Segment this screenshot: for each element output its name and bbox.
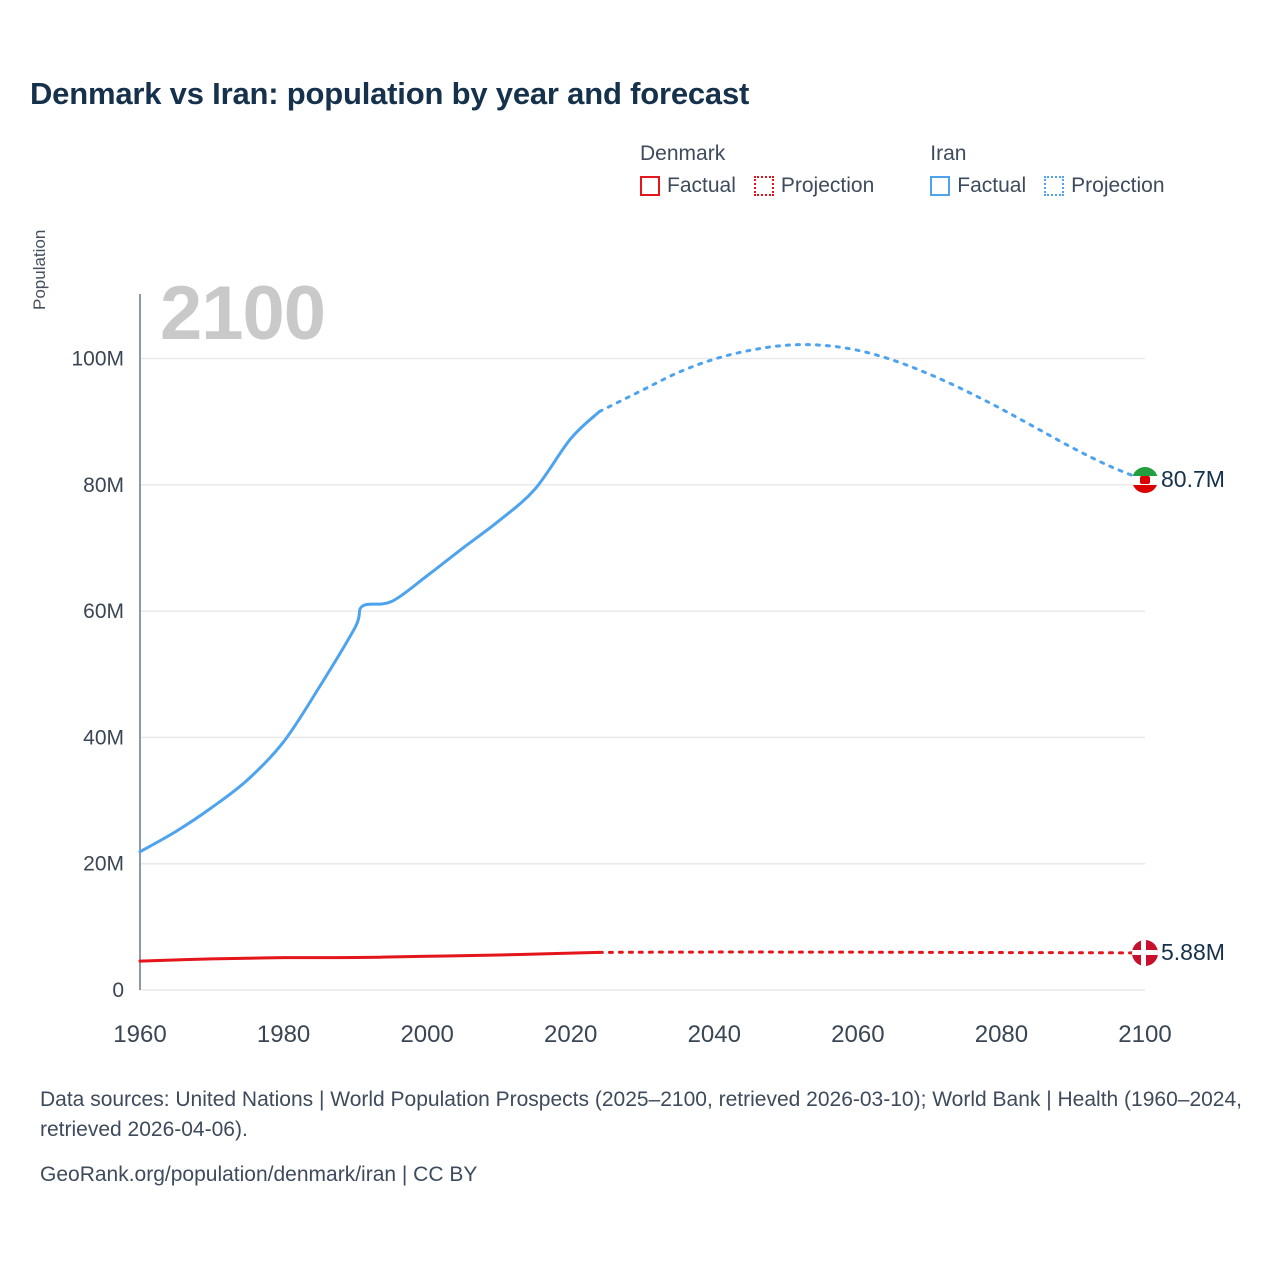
end-marker-flag-iran-icon [1132,467,1158,493]
legend-label: Factual [957,174,1027,197]
chart-svg [0,250,1280,1060]
legend-label: Factual [667,174,736,197]
plot-area [0,250,1280,1060]
legend-item-iran-factual[interactable] [930,174,1026,198]
series-line-factual-denmark [140,952,599,961]
series-line-factual-iran [140,412,599,852]
legend-label: Projection [1071,174,1165,197]
x-tick-label: 2020 [544,1021,598,1048]
legend-item-denmark-projection[interactable] [754,174,874,198]
x-tick-label: 2100 [1118,1021,1172,1048]
legend-group-denmark [640,142,874,198]
y-tick-label: 40M [83,726,124,750]
x-tick-label: 2080 [974,1021,1029,1048]
page-title: Denmark vs Iran: population by year and forecast [30,76,750,111]
data-sources-text: Data sources: United Nations | World Population Prospects (2025–2100, retrieved 2026-03-10); World Bank | Health (1960–2024, retrieved 2026-04-06). [40,1088,1242,1142]
legend-group-iran [930,142,1164,198]
legend-swatch-solid-icon [930,176,950,196]
legend-swatch-dotted-icon [1044,176,1064,196]
series-line-projection-iran [599,345,1145,481]
end-value-label-iran: 80.7M [1161,466,1225,493]
footer [40,1085,1250,1190]
y-axis-label: Population [30,229,49,310]
y-tick-label: 20M [83,852,124,876]
end-value-label-denmark: 5.88M [1161,938,1225,965]
end-marker-flag-denmark-icon [1132,940,1158,966]
watermark-year: 2100 [160,271,326,356]
legend-label: Projection [780,174,875,197]
chart-legend [640,142,1165,198]
x-tick-label: 1960 [113,1021,167,1048]
legend-group-title-iran: Iran [930,142,967,165]
legend-swatch-solid-icon [640,176,660,196]
x-tick-label: 2000 [400,1021,454,1048]
legend-item-iran-projection[interactable] [1044,174,1164,198]
y-tick-label: 60M [83,600,124,624]
attribution-text: GeoRank.org/population/denmark/iran | CC BY [40,1162,478,1186]
legend-swatch-dotted-icon [754,176,774,196]
y-tick-label: 0 [112,979,124,1002]
legend-item-denmark-factual[interactable] [640,174,736,198]
x-tick-label: 2040 [687,1021,741,1048]
y-tick-label: 80M [83,473,124,497]
x-tick-label: 1980 [256,1021,311,1048]
series-line-projection-denmark [599,952,1145,953]
y-tick-label: 100M [71,347,124,371]
legend-group-title-denmark: Denmark [640,142,726,165]
x-tick-label: 2060 [831,1021,885,1048]
